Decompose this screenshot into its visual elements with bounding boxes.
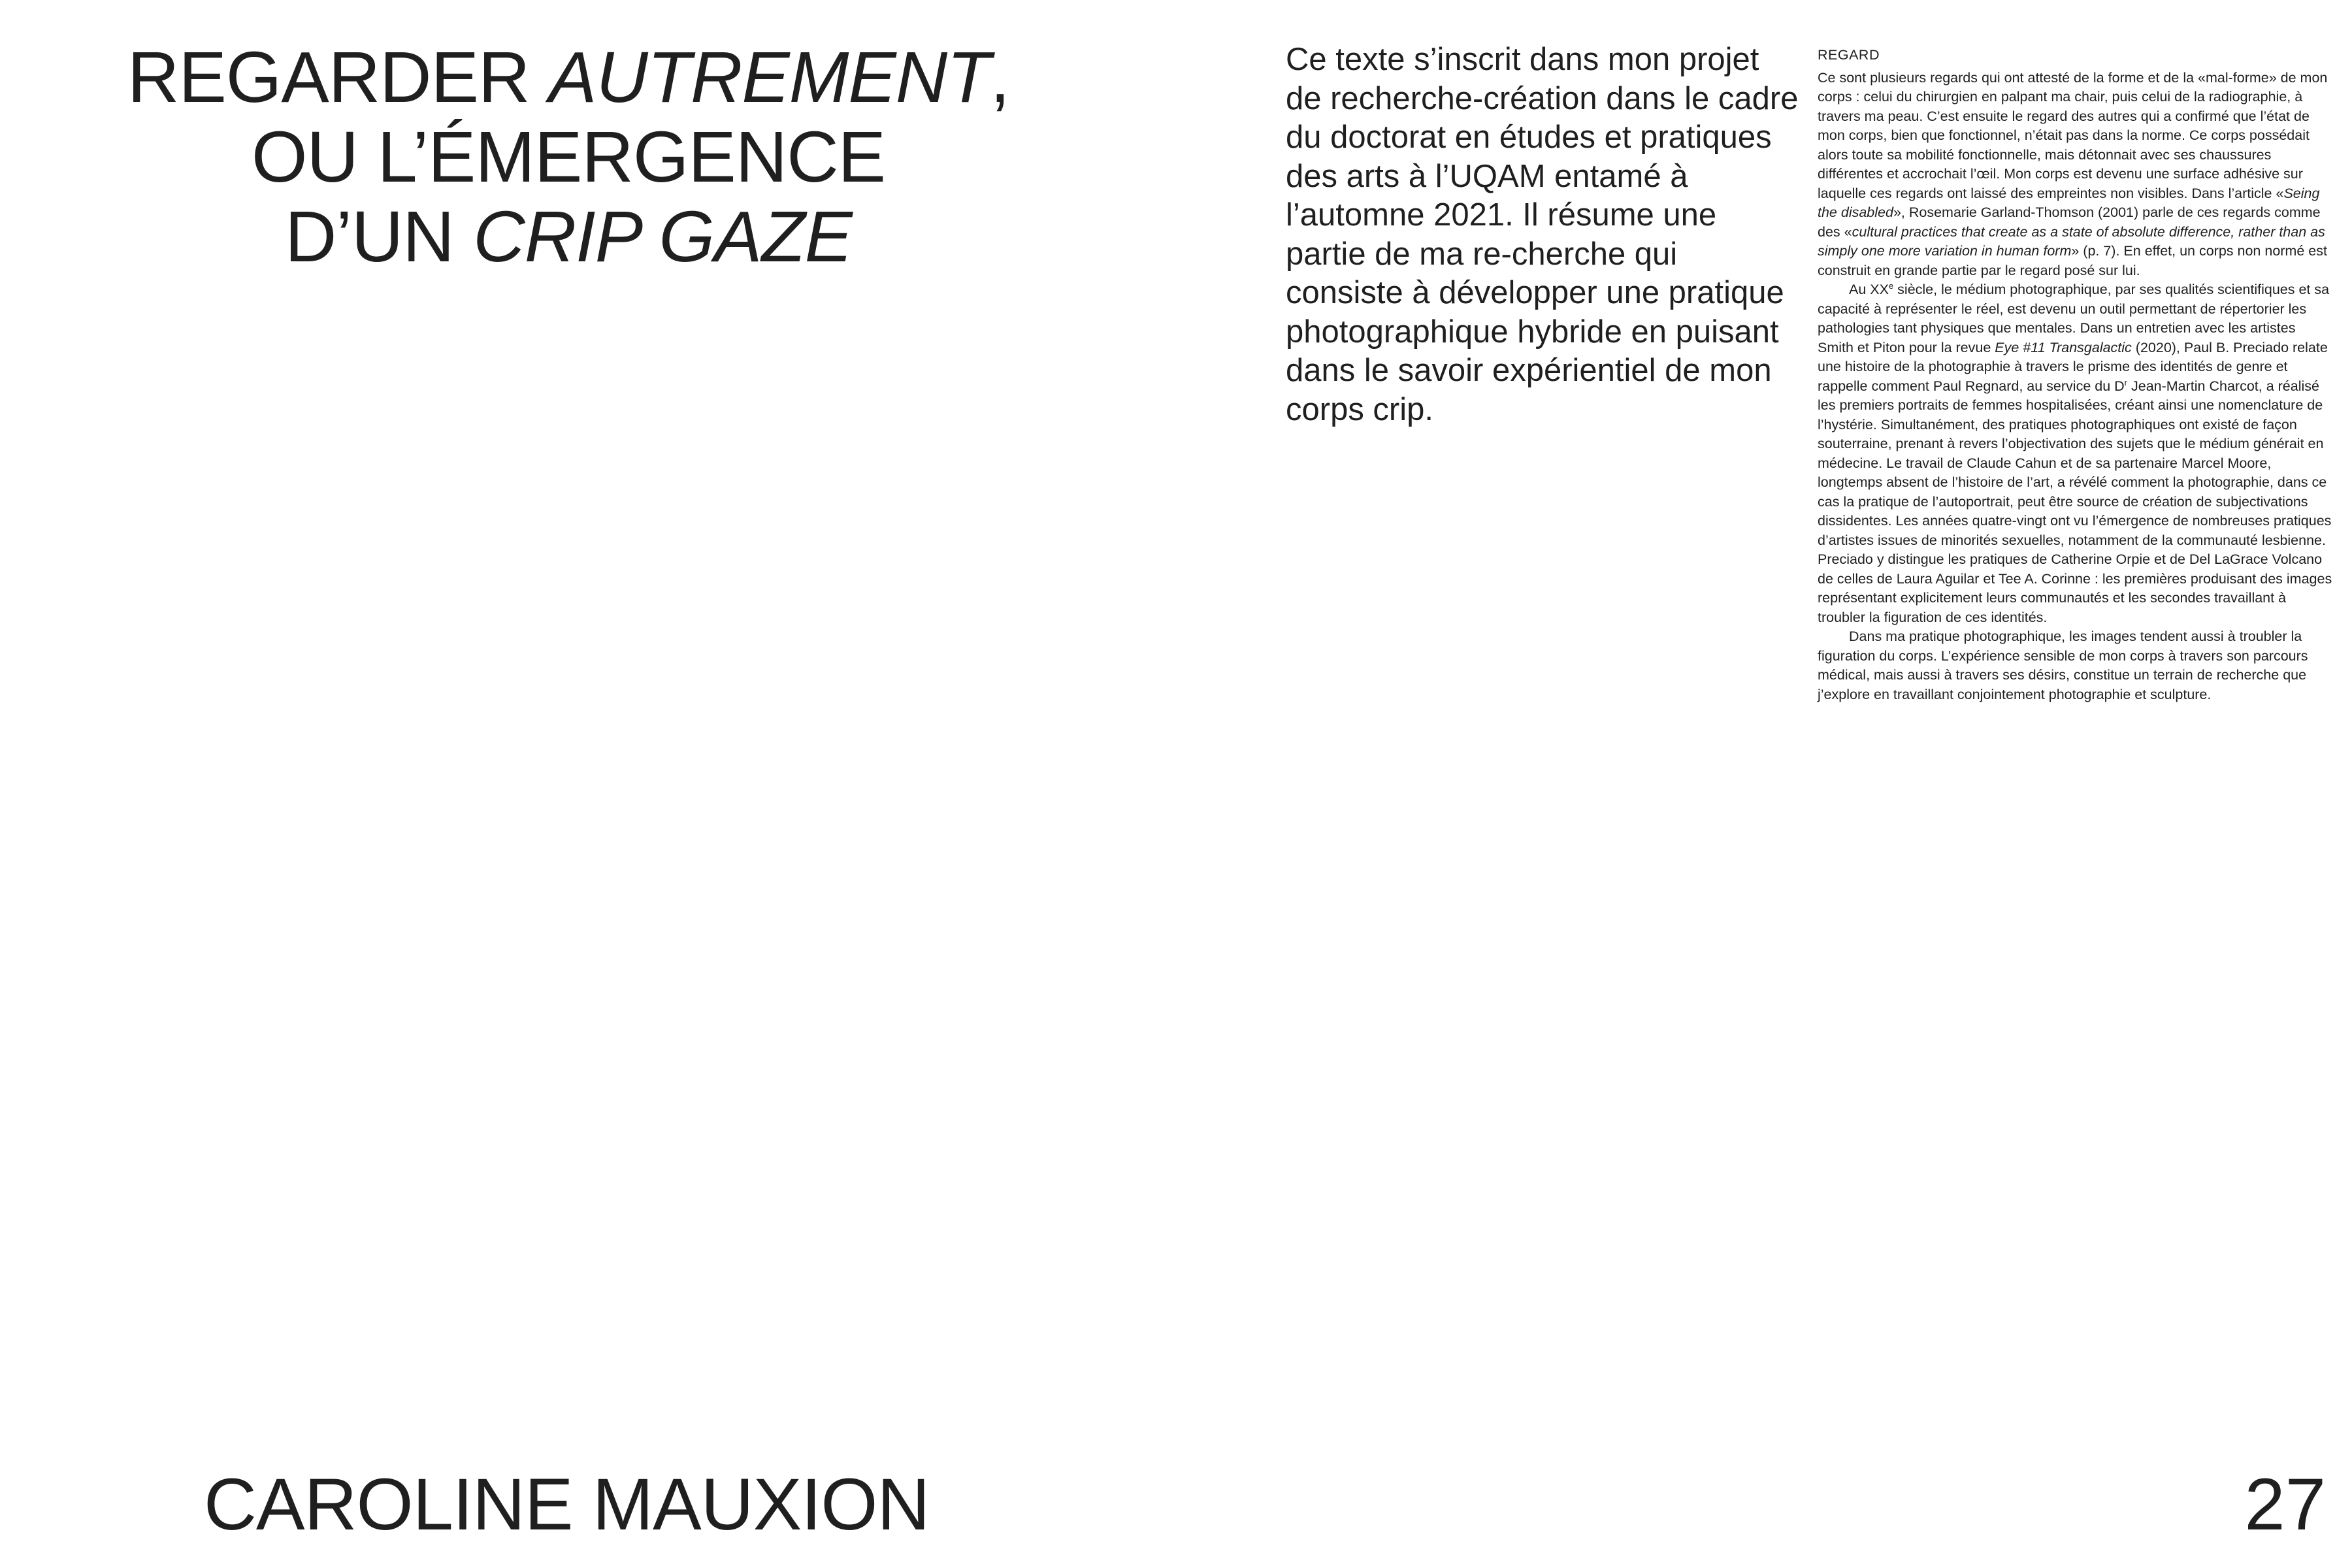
quotation: cultural practices that create as a state of absolute difference, rather than as simply one more variation in human form [1818,223,2325,259]
body-paragraph-1: Ce sont plusieurs regards qui ont attesté de la forme et de la «mal-forme» de mon corps : celui du chirurgien en palpant ma chair, puis celui de la radiographie, à travers ma peau. C’est ensuite le regard des autres qui a confirmé que l’état de mon corps, bien que fonctionnel, n’était pas dans la norme. Ce corps possédait alors toute sa mobilité fonctionnelle, mais détonnait avec ses chaussures différentes et accrochait l’œil. Mon corps est devenu une surface adhésive sur laquelle ces regards ont laissé des empreintes non visibles. Dans l’article «Seing the disabled», Rosemarie Garland-Thomson (2001) parle de ces regards comme des «cultural practices that create as a state of absolute difference, rather than as simply one more variation in human form» (p. 7). En effet, un corps non normé est construit en grande partie par le regard posé sur lui. [1818,69,2328,278]
page-number: 27 [2244,1463,2326,1545]
title-line-2: OU L’ÉMERGENCE [251,117,886,197]
section-label: REGARD [1818,47,1880,63]
title-line-3: D’UN CRIP GAZE [284,197,853,277]
intro-paragraph: Ce texte s’inscrit dans mon projet de recherche-création dans le cadre du doctorat en études et pratiques des arts à l’UQAM entamé à l’automne 2021. Il résume une partie de ma re-cherche qui consiste à développer une pratique photographique hybride en puisant dans le savoir expérientiel de mon corps crip. [1286,42,1799,427]
body-paragraph-2: Au XXe siècle, le médium photographique, par ses qualités scientifiques et sa capacité à représenter le réel, est devenu un outil permettant de répertorier les pathologies tant physiques que mentales. Dans un entretien avec les artistes Smith et Piton pour la revue Eye #11 Transgalactic (2020), Paul B. Preciado relate une histoire de la photographie à travers le prisme des identités de genre et rappelle comment Paul Regnard, au service du $D^r$ Jean-Martin Charcot, a réalisé les premiers portraits de femmes hospitalisées, créant ainsi une nomenclature de l’hystérie. Simultanément, des pratiques photographiques ont existé de façon souterraine, prenant à revers l’objectivation des sujets que le médium générait en médecine. Le travail de Claude Cahun et de sa partenaire Marcel Moore, longtemps absent de l’histoire de l’art, a révélé comment la photographie, dans ce cas la pratique de l’autoportrait, peut être source de création de subjectivations dissidentes. Les années quatre-vingt ont vu l’émergence de nombreuses pratiques d’artistes issues de minorités sexuelles, notamment de la communauté lesbienne. Preciado y distingue les pratiques de Catherine Orpie et de Del LaGrace Volcano de celles de Laura Aguilar et Tee A. Corinne : les premières produisant des images représentant explicitement leurs communautés et les secondes travaillant à troubler la figuration de ces identités. [1818,280,2332,625]
title-line-1: REGARDER AUTREMENT, [127,37,1009,118]
article-title [78,38,1058,277]
author-name: CAROLINE MAUXION [204,1463,930,1545]
article-title-citation: Seing the disabled [1818,185,2320,220]
regard-section [1818,46,2334,704]
journal-title: Eye #11 Transgalactic [1995,339,2132,355]
body-paragraph-3: Dans ma pratique photographique, les images tendent aussi à troubler la figuration du corps. L’expérience sensible de mon corps à travers son parcours médical, mais aussi à travers ses désirs, constitue un terrain de recherche que j’explore en travaillant conjointement photographie et sculpture. [1818,629,2308,702]
